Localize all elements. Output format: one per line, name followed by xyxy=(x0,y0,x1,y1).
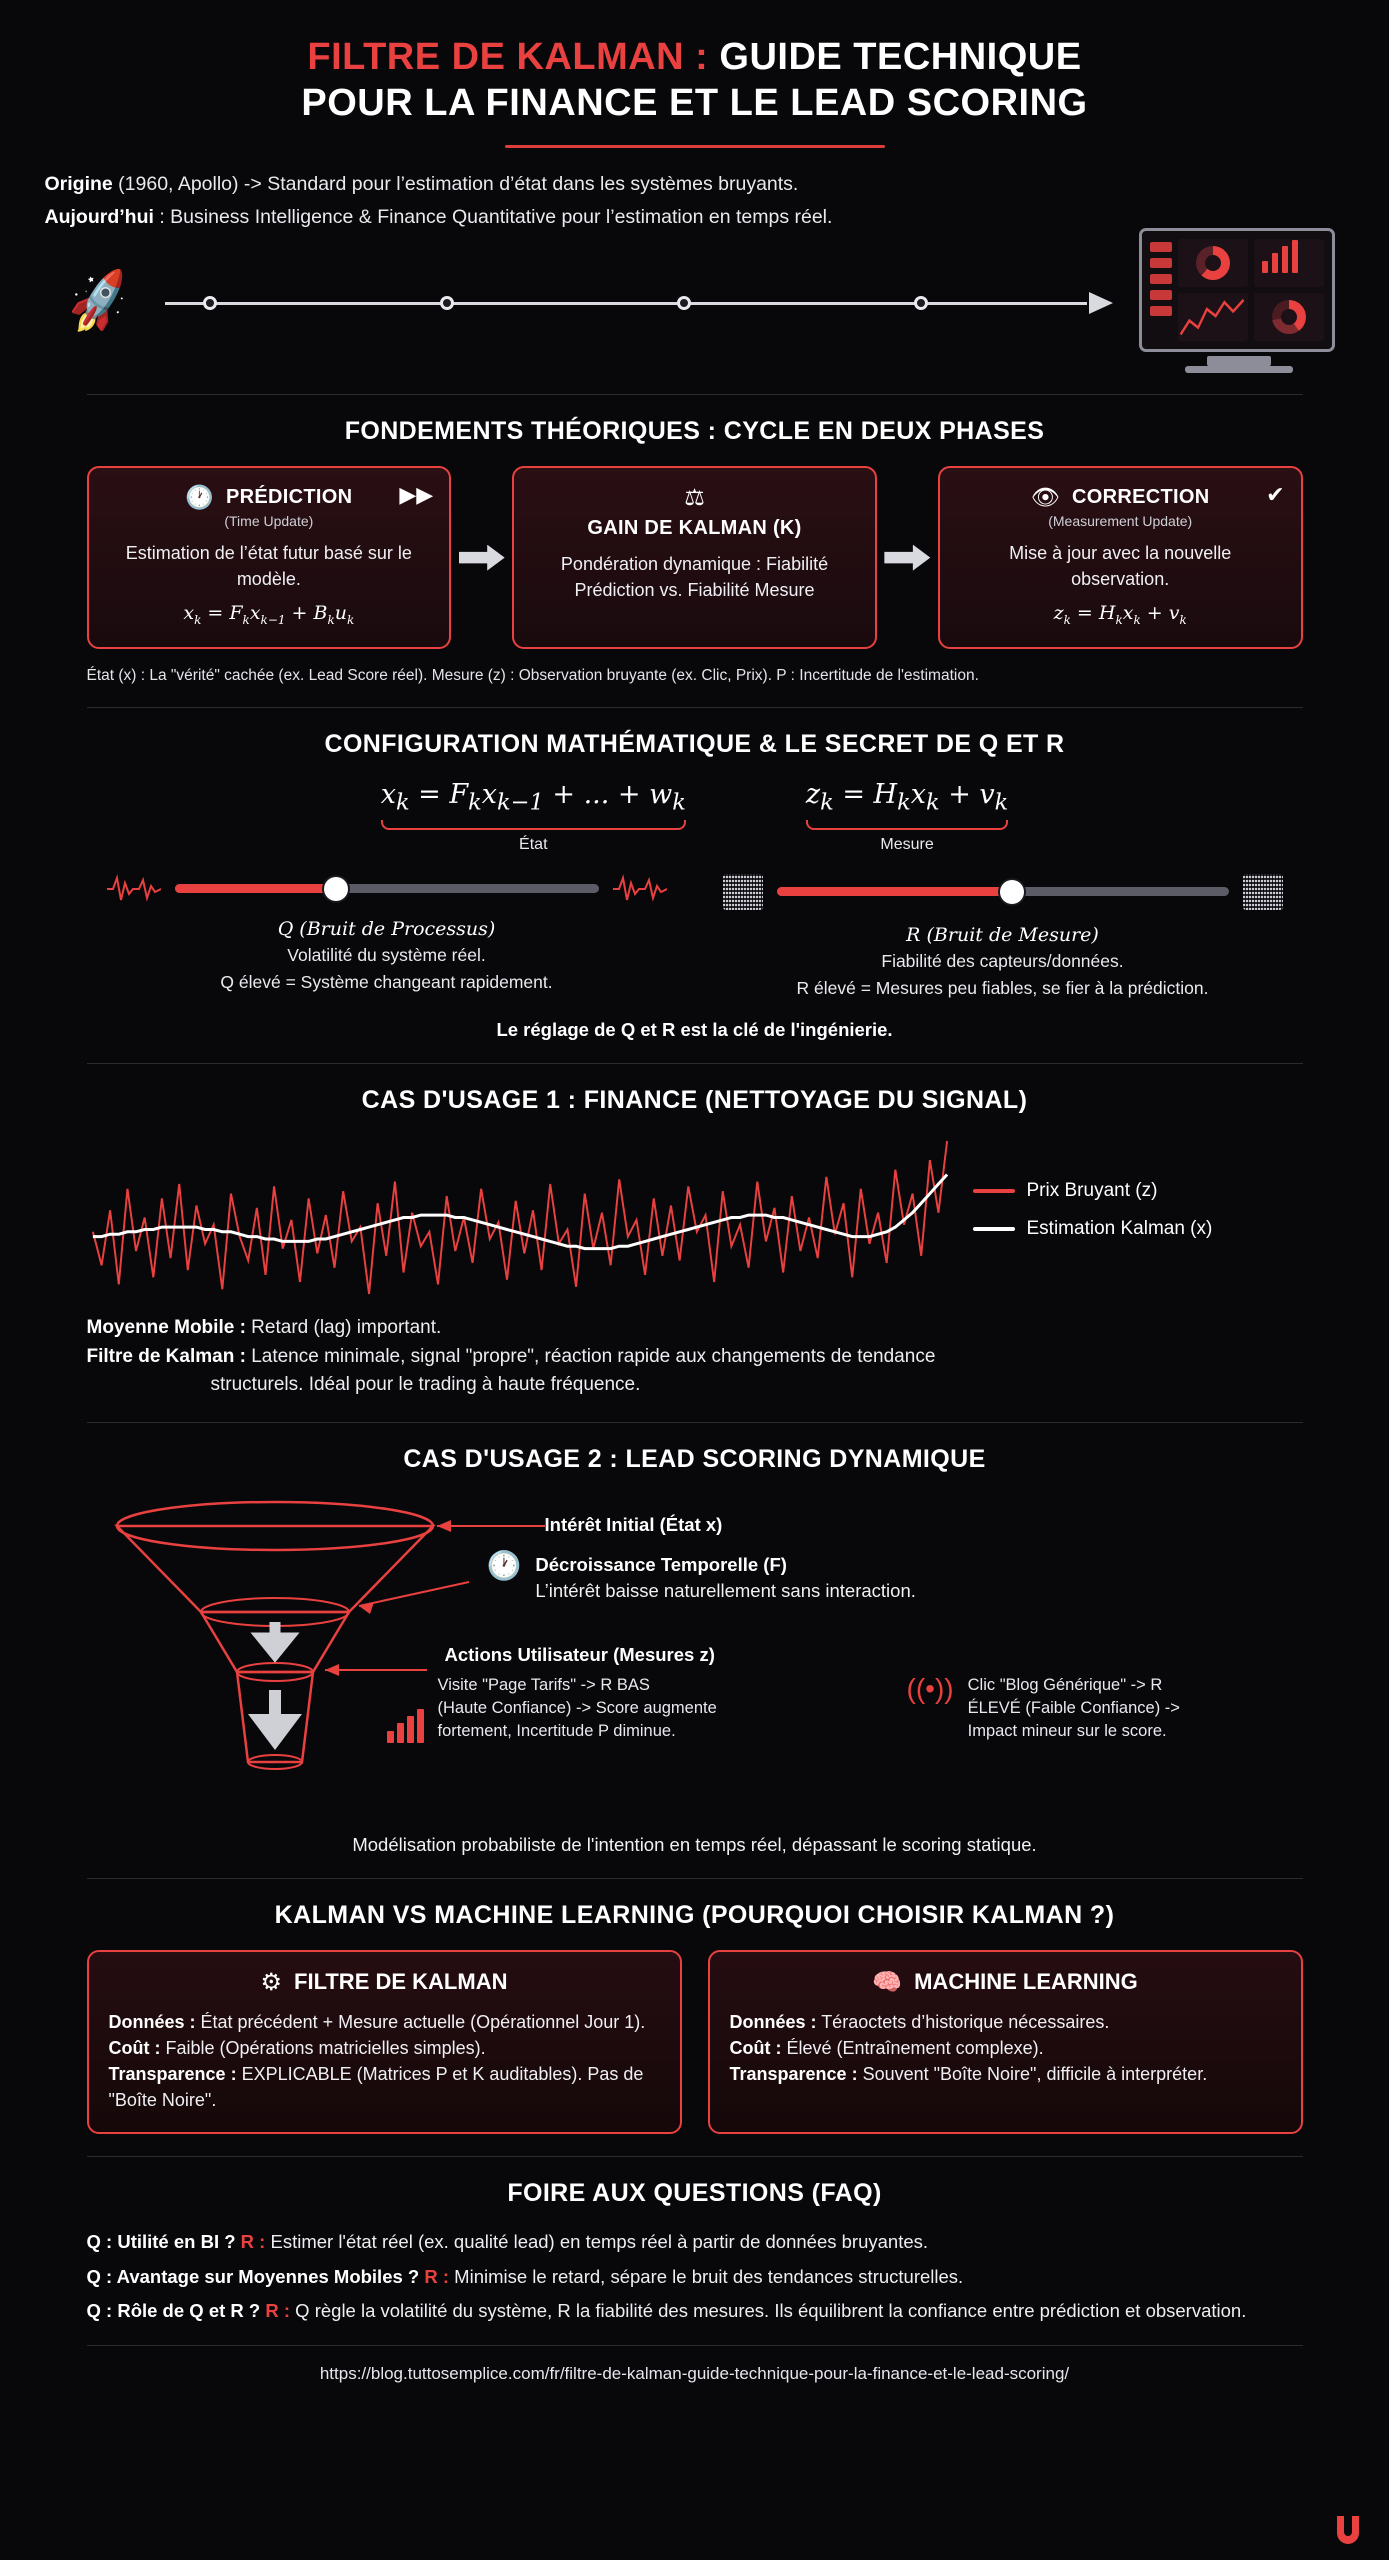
legend-item-noisy xyxy=(973,1180,1303,1202)
decay-title: Décroissance Temporelle (F) xyxy=(535,1553,787,1575)
check-circle-icon: ✔ xyxy=(1266,482,1285,508)
header xyxy=(45,0,1345,148)
noise-texture-icon xyxy=(723,874,763,910)
slider-line xyxy=(107,874,667,904)
clock-icon: 🕐 xyxy=(185,484,214,511)
rocket-icon: 🚀 xyxy=(61,268,137,339)
chart-tile-donut xyxy=(1178,239,1248,287)
brace xyxy=(381,820,686,830)
row-text: Faible (Opérations matricielles simples). xyxy=(160,2037,486,2058)
lead-closing-line: Modélisation probabiliste de l'intention en temps réel, dépassant le scoring statique. xyxy=(352,1833,1037,1855)
timeline xyxy=(165,283,1112,323)
config-section-title: CONFIGURATION MATHÉMATIQUE & LE SECRET DE Q ET R xyxy=(324,730,1065,759)
monitor-screen xyxy=(1139,228,1335,352)
compare-card-title: MACHINE LEARNING xyxy=(914,1969,1138,1995)
q-caption xyxy=(107,918,667,996)
monitor-stand xyxy=(1207,356,1271,366)
bar-chart-icon xyxy=(387,1709,424,1743)
finance-note-2-text: Latence minimale, signal "propre", réaction rapide aux changements de tendance xyxy=(245,1345,936,1367)
phase-body: Estimation de l’état futur basé sur le modèle. xyxy=(125,543,412,589)
timeline-dot xyxy=(677,296,691,310)
compare-row-item xyxy=(730,2009,1281,2035)
timeline-dot xyxy=(914,296,928,310)
timeline-dot xyxy=(440,296,454,310)
faq-answer: Estimer l'état réel (ex. qualité lead) en temps réel à partir de données bruyantes. xyxy=(265,2230,929,2252)
finance-note-2-cont: structurels. Idéal pour le trading à haute fréquence. xyxy=(210,1374,641,1396)
q-slider-knob[interactable] xyxy=(324,877,348,901)
brain-icon: 🧠 xyxy=(872,1968,903,1996)
timeline-line xyxy=(165,302,1086,305)
faq-question: Q : Rôle de Q et R ? xyxy=(86,2300,261,2322)
intro-line-1-text: (1960, Apollo) -> Standard pour l’estimation d’état dans les systèmes bruyants. xyxy=(112,172,799,195)
phase-body: Pondération dynamique : Fiabilité Prédiction vs. Fiabilité Mesure xyxy=(560,554,829,600)
decay-desc: L’intérêt baisse naturellement sans interaction. xyxy=(535,1579,916,1601)
equation-state-tex: $x_k = F_kx_{k-1}$ + ... + $w_k$ xyxy=(380,779,686,816)
theory-note: État (x) : La "vérité" cachée (ex. Lead Score réel). Mesure (z) : Observation bruyante (ex. Clic, Prix). P : Incertitude de l'estimation. xyxy=(86,667,979,685)
r-desc-2: R élevé = Mesures peu fiables, se fier à la prédiction. xyxy=(796,978,1209,999)
compare-row-item xyxy=(730,2061,1281,2087)
row-label: Données : xyxy=(108,2011,196,2032)
compare-card-header xyxy=(730,1968,1281,1997)
signal-broadcast-icon: ((•)) xyxy=(906,1672,954,1704)
monitor-sidebar xyxy=(1150,239,1172,341)
row-text: Souvent "Boîte Noire", difficile à interpréter. xyxy=(857,2064,1208,2085)
theory-section-title: FONDEMENTS THÉORIQUES : CYCLE EN DEUX PHASES xyxy=(344,417,1045,446)
faq-item xyxy=(87,2263,1303,2291)
action-left-block xyxy=(387,1674,807,1743)
phase-subtitle: (Measurement Update) xyxy=(1048,513,1193,530)
timeline-arrow-icon xyxy=(1089,292,1113,314)
compare-card-body xyxy=(109,2009,660,2114)
faq-answer-label: R : xyxy=(424,2265,450,2287)
funnel-label-actions: Actions Utilisateur (Mesures z) xyxy=(444,1643,715,1665)
phase-card-gain xyxy=(512,466,877,649)
waveform-icon xyxy=(107,874,161,904)
finance-note-2 xyxy=(87,1343,1303,1372)
action-right-line-1: Clic "Blog Générique" -> R xyxy=(967,1675,1163,1694)
legend-swatch-noisy xyxy=(973,1189,1015,1193)
compare-section xyxy=(45,1901,1345,2157)
lead-section xyxy=(45,1445,1345,1879)
intro-line-1-label: Origine xyxy=(44,172,113,195)
r-slider[interactable] xyxy=(777,887,1229,896)
timeline-row xyxy=(45,238,1345,368)
finance-note-1-label: Moyenne Mobile : xyxy=(86,1317,246,1339)
finance-chart-svg xyxy=(87,1135,953,1300)
r-slider-knob[interactable] xyxy=(1000,880,1024,904)
row-text: EXPLICABLE (Matrices P et K auditables). Pas de "Boîte Noire". xyxy=(108,2064,644,2111)
r-caption xyxy=(723,924,1283,1002)
chart-tile-pie xyxy=(1254,293,1324,341)
phase-header xyxy=(107,484,432,511)
equations-row xyxy=(87,779,1303,853)
noise-texture-icon xyxy=(1243,874,1283,910)
theory-section xyxy=(45,417,1345,708)
finance-notes xyxy=(87,1314,1303,1400)
fast-forward-icon: ▶▶ xyxy=(399,482,434,508)
compare-row-item xyxy=(109,2009,660,2035)
faq-answer-label: R : xyxy=(240,2230,266,2252)
r-title: R (Bruit de Mesure) xyxy=(906,923,1099,946)
funnel-label-decay xyxy=(486,1549,1047,1605)
finance-section xyxy=(45,1086,1345,1423)
config-key-line: Le réglage de Q et R est la clé de l'ingénierie. xyxy=(496,1019,893,1041)
page-title xyxy=(87,34,1303,80)
sliders-row xyxy=(87,874,1303,1002)
eye-icon: 👁 xyxy=(1030,484,1061,511)
page-subtitle: POUR LA FINANCE ET LE LEAD SCORING xyxy=(301,82,1088,125)
row-text: Téraoctets d’historique nécessaires. xyxy=(816,2011,1110,2032)
divider xyxy=(87,1422,1303,1423)
equation-measure xyxy=(806,779,1008,853)
phase-name: PRÉDICTION xyxy=(225,486,353,509)
row-text: État précédent + Mesure actuelle (Opérationnel Jour 1). xyxy=(195,2011,646,2032)
row-text: Élevé (Entraînement complexe). xyxy=(781,2037,1044,2058)
finance-chart-wrap xyxy=(87,1135,1303,1300)
config-section xyxy=(45,730,1345,1064)
phase-card-prediction xyxy=(87,466,452,649)
lead-section-title: CAS D'USAGE 2 : LEAD SCORING DYNAMIQUE xyxy=(403,1444,986,1473)
compare-row-item xyxy=(109,2061,660,2114)
equation-state xyxy=(381,779,686,853)
compare-card-ml xyxy=(708,1950,1303,2134)
clock-icon: 🕐 xyxy=(486,1549,522,1581)
phase-name: CORRECTION xyxy=(1072,486,1210,509)
intro-line-2-label: Aujourd’hui xyxy=(44,205,154,228)
footer-url[interactable]: https://blog.tuttosemplice.com/fr/filtre-de-kalman-guide-technique-pour-la-finance-et-le-lead-scoring/ xyxy=(319,2364,1070,2383)
funnel-label-initial-interest: Intérêt Initial (État x) xyxy=(544,1513,723,1535)
faq-question: Q : Avantage sur Moyennes Mobiles ? xyxy=(86,2265,420,2287)
row-label: Transparence : xyxy=(108,2064,237,2085)
equation-measure-tex: $z_k = H_kx_k + v_k$ xyxy=(805,779,1009,816)
faq-answer-label: R : xyxy=(265,2300,291,2322)
intro-block xyxy=(45,148,1345,373)
slider-unit-r xyxy=(723,874,1283,1002)
monitor-dashboard xyxy=(1178,239,1324,341)
divider xyxy=(87,2156,1303,2157)
legend-item-kalman xyxy=(973,1218,1303,1240)
finance-note-1 xyxy=(87,1314,1303,1343)
phase-subtitle: (Time Update) xyxy=(224,513,314,530)
action-right-line-3: Impact mineur sur le score. xyxy=(967,1721,1167,1740)
brace xyxy=(806,820,1008,830)
row-label: Données : xyxy=(729,2011,817,2032)
compare-card-kalman xyxy=(87,1950,682,2134)
finance-note-1-text: Retard (lag) important. xyxy=(245,1317,442,1339)
row-label: Transparence : xyxy=(729,2064,858,2085)
faq-section xyxy=(45,2179,1345,2384)
row-label: Coût : xyxy=(729,2037,782,2058)
action-right-block xyxy=(907,1674,1327,1743)
waveform-icon xyxy=(613,874,667,904)
intro-line-1 xyxy=(45,170,1345,199)
action-left-line-1: Visite "Page Tarifs" -> R BAS xyxy=(437,1675,650,1694)
q-desc-1: Volatilité du système réel. xyxy=(287,944,486,965)
faq-item xyxy=(87,2228,1303,2256)
r-desc-1: Fiabilité des capteurs/données. xyxy=(881,950,1124,971)
chart-legend xyxy=(973,1180,1303,1256)
compare-card-title: FILTRE DE KALMAN xyxy=(294,1969,508,1995)
action-left-line-2: (Haute Confiance) -> Score augmente xyxy=(437,1698,717,1717)
title-accent: FILTRE DE KALMAN : xyxy=(307,36,709,78)
divider xyxy=(87,1878,1303,1879)
compare-row-item xyxy=(109,2035,660,2061)
faq-answer: Minimise le retard, sépare le bruit des tendances structurelles. xyxy=(449,2265,964,2287)
faq-answer: Q règle la volatilité du système, R la fiabilité des mesures. Ils équilibrent la confiance entre prédiction et observation. xyxy=(290,2300,1247,2322)
q-title: Q (Bruit de Processus) xyxy=(277,917,496,940)
dashboard-monitor-icon xyxy=(1139,228,1339,378)
scales-icon: ⚖ xyxy=(684,484,705,511)
brand-logo-icon xyxy=(1333,2512,1363,2546)
faq-section-title: FOIRE AUX QUESTIONS (FAQ) xyxy=(507,2178,882,2207)
compare-card-body xyxy=(730,2009,1281,2088)
chart-tile-line xyxy=(1178,293,1248,341)
phase-formula: $x_k = F_kx_{k-1} + B_ku_k$ xyxy=(183,602,355,628)
funnel-area xyxy=(87,1494,1303,1824)
finance-section-title: CAS D'USAGE 1 : FINANCE (NETTOYAGE DU SIGNAL) xyxy=(361,1086,1028,1115)
row-label: Coût : xyxy=(108,2037,161,2058)
q-desc-2: Q élevé = Système changeant rapidement. xyxy=(220,972,553,993)
phase-formula: $z_k = H_kx_k + v_k$ xyxy=(1053,602,1187,628)
slider-line xyxy=(723,874,1283,910)
intro-line-2-text: : Business Intelligence & Finance Quantitative pour l’estimation en temps réel. xyxy=(153,205,833,228)
faq-question: Q : Utilité en BI ? xyxy=(86,2230,236,2252)
q-slider[interactable] xyxy=(175,884,599,893)
phases-row xyxy=(87,466,1303,649)
compare-card-header xyxy=(109,1968,660,1997)
action-right-line-2: ÉLEVÉ (Faible Confiance) -> xyxy=(967,1698,1180,1717)
phase-body: Mise à jour avec la nouvelle observation. xyxy=(1009,543,1232,589)
legend-label-kalman: Estimation Kalman (x) xyxy=(1026,1217,1213,1239)
chart-tile-bars xyxy=(1254,239,1324,287)
title-main: GUIDE TECHNIQUE xyxy=(708,36,1082,78)
divider xyxy=(87,1063,1303,1064)
arrow-2 xyxy=(877,466,938,649)
slider-unit-q xyxy=(107,874,667,1002)
finance-chart xyxy=(87,1135,953,1300)
gear-icon: ⚙ xyxy=(260,1968,283,1996)
divider xyxy=(87,707,1303,708)
finance-note-2-label: Filtre de Kalman : xyxy=(86,1345,246,1367)
equation-state-caption: État xyxy=(519,835,548,853)
phase-header xyxy=(532,484,857,511)
phase-header xyxy=(958,484,1283,511)
phase-card-correction xyxy=(938,466,1303,649)
faq-item xyxy=(87,2297,1303,2325)
monitor-base xyxy=(1185,366,1293,373)
equation-measure-caption: Mesure xyxy=(880,835,934,853)
legend-label-noisy: Prix Bruyant (z) xyxy=(1026,1179,1158,1201)
compare-row-item xyxy=(730,2035,1281,2061)
title-divider xyxy=(505,145,885,148)
phase-name: GAIN DE KALMAN (K) xyxy=(587,517,802,540)
compare-row xyxy=(87,1950,1303,2134)
legend-swatch-kalman xyxy=(973,1227,1015,1231)
timeline-dot xyxy=(203,296,217,310)
action-left-line-3: fortement, Incertitude P diminue. xyxy=(437,1721,676,1740)
divider xyxy=(87,394,1303,395)
arrow-1 xyxy=(451,466,512,649)
compare-section-title: KALMAN VS MACHINE LEARNING (POURQUOI CHOISIR KALMAN ?) xyxy=(274,1900,1115,1929)
